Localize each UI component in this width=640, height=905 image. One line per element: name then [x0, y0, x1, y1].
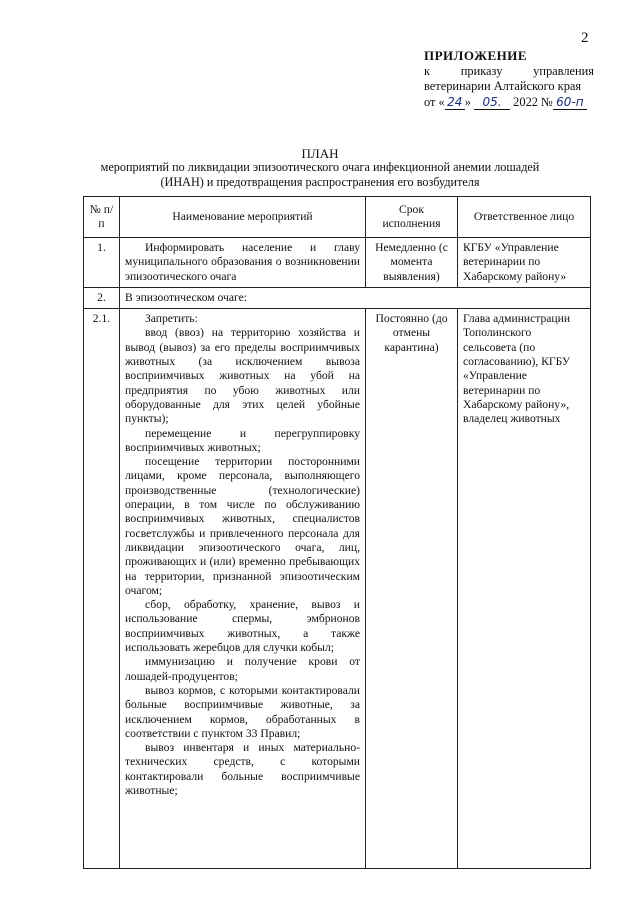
row3-responsible: Глава администрации Тополинского сельсовета (по согласованию), КГБУ «Управление ветеринарии по Хабарскому району», владелец животных — [458, 309, 591, 869]
header-deadline: Срок исполнения — [366, 197, 458, 238]
row1-name — [120, 238, 366, 288]
appendix-word-k: к — [424, 63, 431, 78]
table-row — [84, 309, 591, 869]
prohibition-item: посещение территории посторонними лицами, кроме персонала, выполняющего производственные (технологические) операции, в том числе по обслуживанию восприимчивых животных, специалистов госветслужбы и привлеченного персонала для ликвидации эпизоотического очага, лиц, проживающих и (или) временно пребывающих на территории, признанной эпизоотическим очагом; — [125, 455, 360, 597]
row1-name-text: Информировать население и главу муниципального образования о возникновении эпизоотического очага — [125, 241, 360, 283]
prohibition-item: вывоз инвентаря и иных материально-технических средств, с которыми контактировали больные восприимчивые животные; — [125, 741, 360, 797]
prohibition-item: сбор, обработку, хранение, вывоз и использование спермы, эмбрионов восприимчивых животных, а также использовать жеребцов для случки кобыл; — [125, 598, 360, 655]
appendix-line-1 — [424, 64, 594, 80]
date-prefix: от « — [424, 94, 445, 109]
table-header-row — [84, 197, 591, 238]
handwritten-month: 05. — [474, 96, 510, 110]
row2-num: 2. — [84, 287, 120, 308]
row1-responsible: КГБУ «Управление ветеринарии по Хабарскому району» — [458, 238, 591, 288]
handwritten-order-number: 60-п — [553, 96, 587, 110]
prohibition-item: вывоз кормов, с которыми контактировали больные восприимчивые животные, за исключением кормов, обработанных в соответствии с пунктом 33 Правил; — [125, 683, 360, 740]
prohibition-item: перемещение и перегруппировку восприимчивых животных; — [125, 426, 360, 454]
date-mid: » — [464, 94, 471, 109]
date-year: 2022 № — [513, 94, 553, 109]
measures-table — [83, 196, 591, 869]
appendix-block — [424, 48, 594, 110]
appendix-word-department: управления — [533, 63, 594, 78]
page-number: 2 — [581, 30, 589, 46]
appendix-date-line — [424, 95, 594, 111]
appendix-title: ПРИЛОЖЕНИЕ — [424, 48, 528, 63]
row3-name — [120, 309, 366, 869]
row3-deadline: Постоянно (до отмены карантина) — [366, 309, 458, 869]
row3-intro: Запретить: — [145, 312, 198, 326]
row2-name: В эпизоотическом очаге: — [120, 287, 591, 308]
plan-subtitle: мероприятий по ликвидации эпизоотического очага инфекционной анемии лошадей (ИНАН) и предотвращения распространения его возбудителя — [100, 160, 540, 189]
handwritten-day: 24 — [445, 96, 465, 110]
prohibition-item: иммунизацию и получение крови от лошадей-продуцентов; — [125, 655, 360, 683]
row1-num: 1. — [84, 238, 120, 288]
table-row — [84, 238, 591, 288]
plan-title: ПЛАН — [301, 146, 339, 161]
table-row — [84, 287, 591, 308]
header-name: Наименование мероприятий — [120, 197, 366, 238]
row1-deadline: Немедленно (с момента выявления) — [366, 238, 458, 288]
header-num: № п/п — [84, 197, 120, 238]
appendix-line-2: ветеринарии Алтайского края — [424, 79, 582, 93]
appendix-word-order: приказу — [460, 63, 503, 78]
row3-num: 2.1. — [84, 309, 120, 869]
prohibition-item: ввод (ввоз) на территорию хозяйства и вывод (вывоз) за его пределы восприимчивых животных (за исключением вывоза восприимчивых животных на убой на предприятия по убою животных или оборудованные для этих целей убойные пункты); — [125, 326, 360, 426]
header-responsible: Ответственное лицо — [458, 197, 591, 238]
